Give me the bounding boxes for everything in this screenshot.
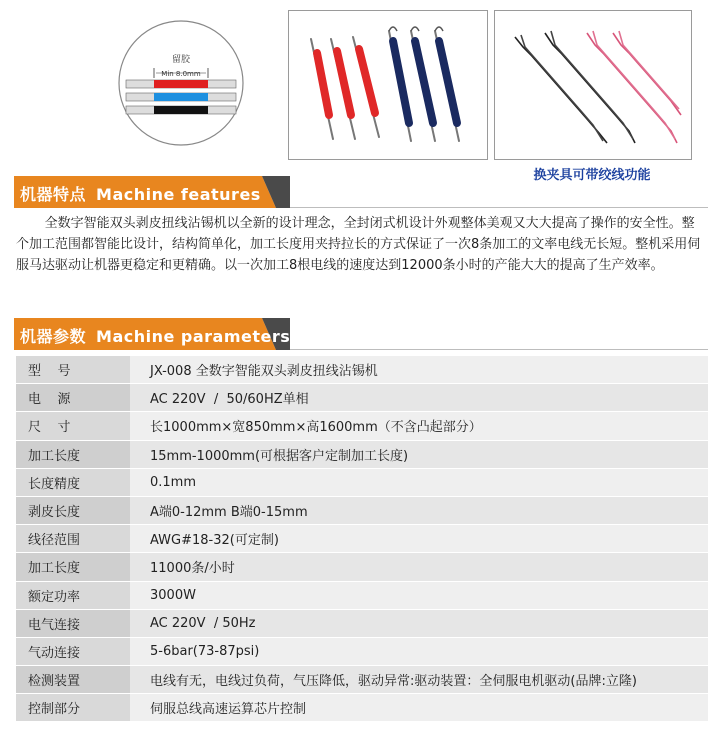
param-value: 长1000mm×宽850mm×高1600mm（不含凸起部分）: [130, 412, 708, 440]
param-value: 0.1mm: [130, 468, 708, 496]
table-row: [16, 581, 708, 609]
features-title-cn: 机器特点: [20, 185, 87, 204]
table-row: [16, 468, 708, 496]
param-value: A端0-12mm B端0-15mm: [130, 496, 708, 524]
param-label: 气动连接: [16, 637, 130, 665]
param-label: 尺 寸: [16, 412, 130, 440]
features-title-en: Machine features: [96, 185, 261, 204]
features-description: 全数字智能双头剥皮扭线沾锡机以全新的设计理念，全封闭式机设计外观整体美观又大大提高了操作的安全性。整个加工范围都智能比设计，结构简单化，加工长度用夹持拉长的方式保证了一次8条加工的文率电线无长短。整机采用伺服马达驱动让机器更稳定和更精确。以一次加工8根电线的速度达到12000条小时的产能大大的提高了生产效率。: [16, 216, 701, 273]
parameters-table: [16, 356, 708, 722]
param-value: 11000条/小时: [130, 553, 708, 581]
params-header: [0, 318, 720, 350]
param-value: AC 220V / 50/60HZ单相: [130, 384, 708, 412]
table-row: [16, 412, 708, 440]
param-value: 5-6bar(73-87psi): [130, 637, 708, 665]
features-header: [0, 176, 720, 208]
param-label: 型 号: [16, 356, 130, 384]
param-label: 加工长度: [16, 553, 130, 581]
param-label: 控制部分: [16, 694, 130, 722]
param-value: JX-008 全数字智能双头剥皮扭线沾锡机: [130, 356, 708, 384]
twisted-wires-image: [494, 10, 692, 160]
param-label: 检测装置: [16, 666, 130, 694]
table-row: [16, 440, 708, 468]
param-label: 电气连接: [16, 609, 130, 637]
fixture-caption: 换夹具可带绞线功能: [533, 168, 651, 183]
table-row: [16, 553, 708, 581]
diagram-dimension: Min 8.0mm: [161, 70, 201, 78]
param-value: AC 220V / 50Hz: [130, 609, 708, 637]
table-row: [16, 384, 708, 412]
table-row: [16, 666, 708, 694]
param-value: 3000W: [130, 581, 708, 609]
param-label: 电 源: [16, 384, 130, 412]
table-row: [16, 609, 708, 637]
stripped-wires-image: [288, 10, 488, 160]
diagram-label: 留胶: [171, 55, 191, 65]
table-row: [16, 637, 708, 665]
param-value: 15mm-1000mm(可根据客户定制加工长度): [130, 440, 708, 468]
param-label: 额定功率: [16, 581, 130, 609]
params-title-en: Machine parameters: [96, 327, 291, 346]
table-row: [16, 525, 708, 553]
product-images: [0, 0, 720, 183]
table-row: [16, 694, 708, 722]
table-row: [16, 356, 708, 384]
param-label: 剥皮长度: [16, 496, 130, 524]
params-title-cn: 机器参数: [20, 327, 87, 346]
param-value: 伺服总线高速运算芯片控制: [130, 694, 708, 722]
table-row: [16, 496, 708, 524]
param-value: 电线有无，电线过负荷，气压降低，驱动异常:驱动装置：全伺服电机驱动(品牌:立隆): [130, 666, 708, 694]
param-label: 长度精度: [16, 468, 130, 496]
param-value: AWG#18-32(可定制): [130, 525, 708, 553]
strip-length-diagram: [118, 18, 244, 148]
param-label: 线径范围: [16, 525, 130, 553]
param-label: 加工长度: [16, 440, 130, 468]
